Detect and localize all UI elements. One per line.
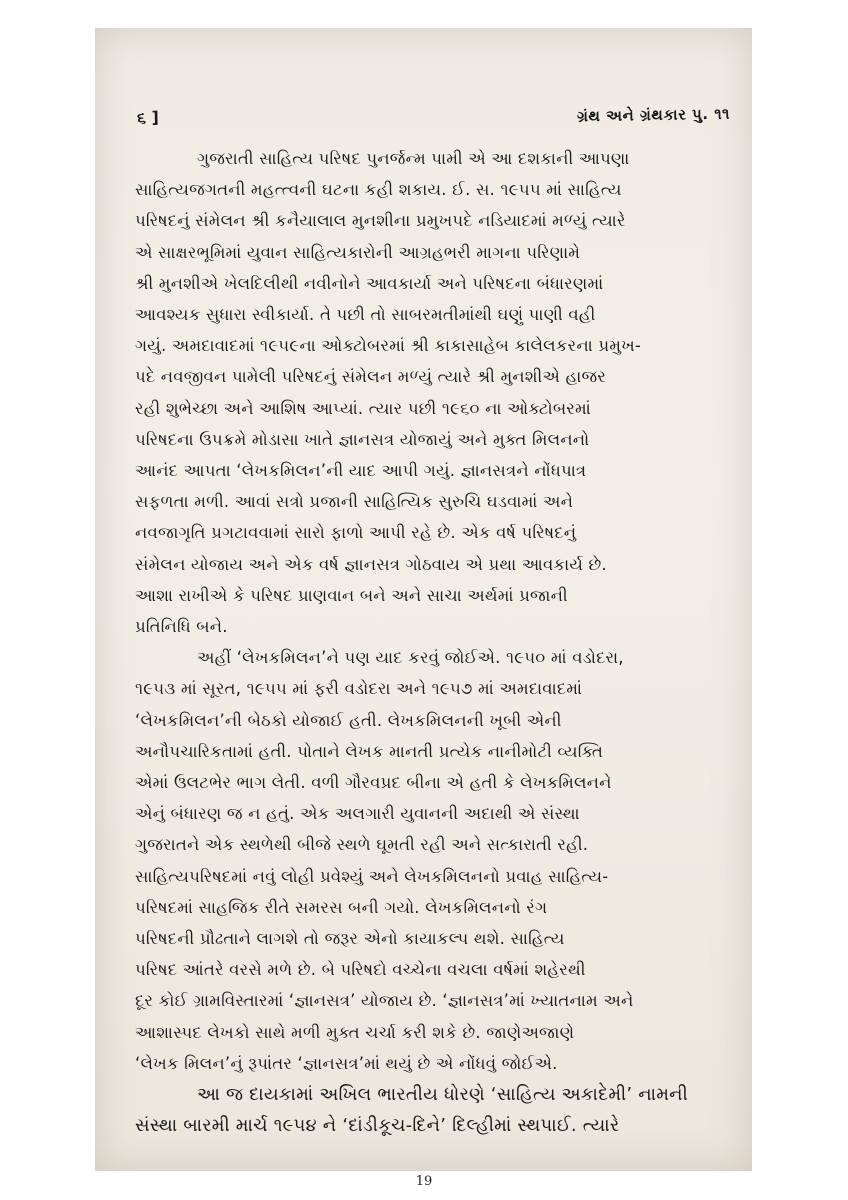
text-line: દૂર કોઈ ગ્રામવિસ્તારમાં ‘જ્ઞાનસત્ર’ યોજાય છે. ‘જ્ઞાનસત્ર’માં ખ્યાતનામ અને bbox=[135, 991, 634, 1011]
paragraph-3 bbox=[135, 1079, 735, 1141]
text-line: સંસ્થા બારમી માર્ચ ૧૯૫૪ ને ‘દાંડીકૂચ-દિને’ દિલ્હીમાં સ્થપાઈ. ત્યારે bbox=[135, 1115, 620, 1137]
text-line: ગયું. અમદાવાદમાં ૧૯૫૯ના ઓક્ટોબરમાં શ્રી કાકાસાહેબ કાલેલકરના પ્રમુખ- bbox=[135, 336, 642, 356]
text-line: આનંદ આપતા ‘લેખકમિલન’ની યાદ આપી ગયું. જ્ઞાનસત્રને નોંધપાત્ર bbox=[135, 461, 587, 481]
text-line: આવશ્યક સુધારા સ્વીકાર્યા. તે પછી તો સાબરમતીમાંથી ઘણું પાણી વહી bbox=[135, 305, 596, 325]
text-line: પરિષદ આંતરે વરસે મળે છે. બે પરિષદો વચ્ચેના વચલા વર્ષમાં શહેરથી bbox=[135, 960, 586, 980]
text-line: ગુજરાતી સાહિત્ય પરિષદ પુનર્જન્મ પામી એ આ દશકાની આપણા bbox=[197, 149, 630, 168]
text-line: ૧૯૫૩ માં સૂરત, ૧૯૫૫ માં ફરી વડોદરા અને ૧૯૫૭ માં અમદાવાદમાં bbox=[135, 679, 583, 699]
text-line: ‘લેખકમિલન’ની બેઠકો યોજાઈ હતી. લેખકમિલનની ખૂબી એની bbox=[135, 710, 562, 730]
text-line: પ્રતિનિધિ બને. bbox=[135, 617, 228, 637]
text-line: રહી શુભેચ્છા અને આશિષ આપ્યાં. ત્યાર પછી ૧૯૬૦ ના ઓક્ટોબરમાં bbox=[135, 398, 591, 418]
paragraph-2 bbox=[135, 642, 735, 1079]
text-line: પરિષદની પ્રૌઢતાને લાગશે તો જરૂર એનો કાયાકલ્પ થશે. સાહિત્ય bbox=[135, 929, 565, 949]
text-line: આશા રાખીએ કે પરિષદ પ્રાણવાન બને અને સાચા અર્થમાં પ્રજાની bbox=[135, 585, 568, 605]
text-line: નવજાગૃતિ પ્રગટાવવામાં સારો ફાળો આપી રહે છે. એક વર્ષ પરિષદનું bbox=[135, 523, 577, 543]
header-page-number: ૬ ] bbox=[136, 107, 159, 128]
text-line: આશાસ્પદ લેખકો સાથે મળી મુક્ત ચર્ચા કરી શકે છે. જાણેઅજાણે bbox=[135, 1022, 575, 1042]
text-line: એમાં ઉલટભેર ભાગ લેતી. વળી ગૌરવપ્રદ બીના એ હતી કે લેખકમિલનને bbox=[135, 773, 612, 793]
text-line: પદે નવજીવન પામેલી પરિષદનું સંમેલન મળ્યું ત્યારે શ્રી મુનશીએ હાજર bbox=[135, 367, 606, 387]
text-line: એનું બંધારણ જ ન હતું. એક અલગારી યુવાનની અદાથી એ સંસ્થા bbox=[135, 804, 580, 824]
paragraph-1 bbox=[135, 143, 735, 642]
text-line: સાહિત્યજગતની મહત્ત્વની ઘટના કહી શકાય. ઈ. સ. ૧૯૫૫ માં સાહિત્ય bbox=[135, 180, 622, 200]
text-line: ગુજરાતને એક સ્થળેથી બીજે સ્થળે ઘૂમતી રહી અને સત્કારાતી રહી. bbox=[135, 835, 589, 855]
text-line: સફળતા મળી. આવાં સત્રો પ્રજાની સાહિત્યિક સુરુચિ ઘડવામાં અને bbox=[135, 492, 574, 512]
text-line: શ્રી મુનશીએ ખેલદિલીથી નવીનોને આવકાર્યા અને પરિષદના બંધારણમાં bbox=[135, 273, 604, 293]
text-line: અનૌપચારિકતામાં હતી. પોતાને લેખક માનતી પ્રત્યેક નાનીમોટી વ્યક્તિ bbox=[135, 741, 603, 761]
text-line: આ જ દાયકામાં અખિલ ભારતીય ધોરણે ‘સાહિત્ય અકાદેમી’ નામની bbox=[197, 1084, 688, 1106]
text-line: ‘લેખક મિલન’નું રૂપાંતર ‘જ્ઞાનસત્ર’માં થયું છે એ નોંધવું જોઈએ. bbox=[135, 1053, 558, 1073]
text-line: સંમેલન યોજાય અને એક વર્ષ જ્ઞાનસત્ર ગોઠવાય એ પ્રથા આવકાર્ય છે. bbox=[135, 554, 607, 574]
scanned-page bbox=[95, 28, 752, 1171]
page-number: 19 bbox=[415, 1174, 433, 1189]
text-line: પરિષદનું સંમેલન શ્રી કનૈયાલાલ મુનશીના પ્રમુખપદે નડિયાદમાં મળ્યું ત્યારે bbox=[135, 211, 626, 231]
body-text bbox=[135, 143, 735, 1142]
page-header bbox=[95, 104, 752, 138]
text-line: અહીં ‘લેખકમિલન’ને પણ યાદ કરવું જોઈએ. ૧૯૫૦ માં વડોદરા, bbox=[197, 648, 624, 668]
text-line: એ સાક્ષરભૂમિમાં યુવાન સાહિત્યકારોની આગ્રહભરી માગના પરિણામે bbox=[135, 242, 581, 262]
text-line: પરિષદમાં સાહજિક રીતે સમરસ બની ગયો. લેખકમિલનનો રંગ bbox=[135, 897, 548, 917]
running-head: ગ્રંથ અને ગ્રંથકાર પુ. ૧૧ bbox=[576, 104, 731, 126]
text-line: પરિષદના ઉપક્રમે મોડાસા ખાતે જ્ઞાનસત્ર યોજાયું અને મુક્ત મિલનનો bbox=[135, 429, 590, 449]
text-line: સાહિત્યપરિષદમાં નવું લોહી પ્રવેશ્યું અને લેખકમિલનનો પ્રવાહ સાહિત્ય- bbox=[135, 866, 609, 886]
